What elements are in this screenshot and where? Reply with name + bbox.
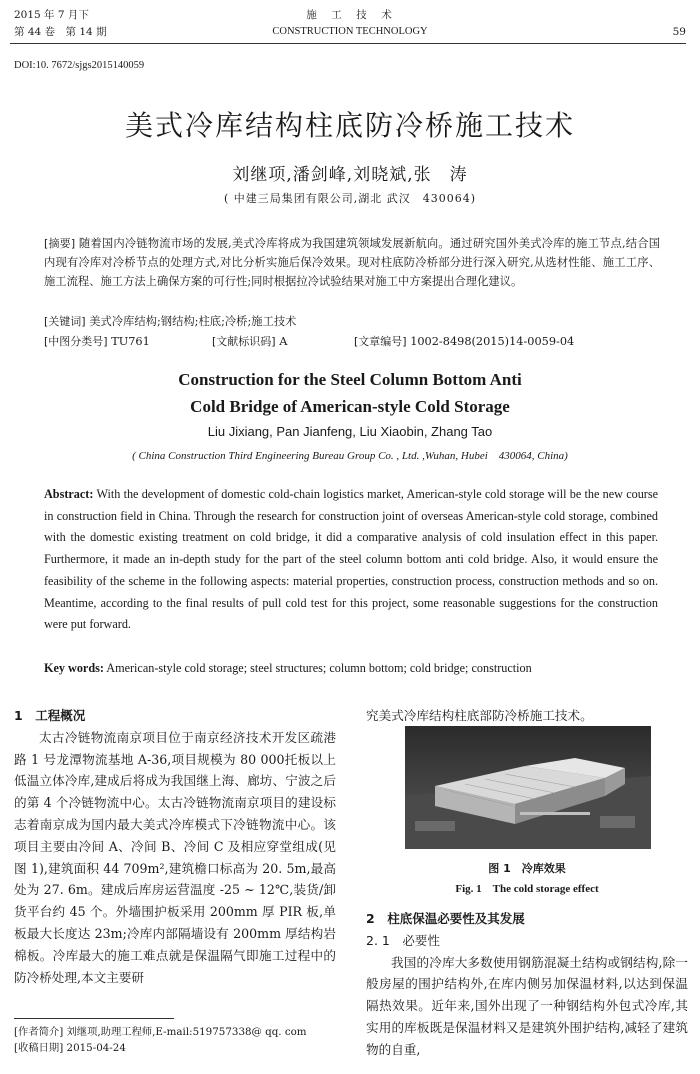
footnote-received xyxy=(14,1040,344,1056)
section-2-1-heading: 2. 1 必要性 xyxy=(366,932,440,948)
figure-1-caption-cn: 图 1 冷库效果 xyxy=(488,862,566,875)
figure-1-caption-en: Fig. 1 The cold storage effect xyxy=(455,883,599,895)
abstract-en-text: With the development of domestic cold-chain logistics market, American-style cold storage will be the new course in construction field in China. Through the research for construction joint of overseas American-style cold storage, combined with the domestic existing treatment on cold bridge, it did a comparative analysis of cold insulation effect in this paper. Furthermore, it made an in-depth study for the part of the steel column bottom anti cold bridge. Also, it would ensure the feasibility of the scheme in the following aspects: material properties, construction process, construction methods and so on. Meantime, according to the final results of pull cold test for this project, some reasonable suggestions for the construction were put forward. xyxy=(44,487,658,632)
section-1-paragraph: 太古冷链物流南京项目位于南京经济技术开发区疏港路 1 号龙潭物流基地 A-36,项目规模为 80 000托板以上低温立体冷库,建成后将成为我国继上海、廊坊、宁波之后的第 4 个冷链物流中心。太古冷链物流南京项目的建设标志着南京成为国内最大美式冷库模式下冷链物流中心。该项目主要由冷间 A、冷间 B、冷间 C 及相应穿堂组成(见图 1),建筑面积 44 709m²,建筑檐口标高为 20. 5m,最高处为 27. 6m。建成后库房运营温度 -25 ~ 12℃,装货/卸货平台约 45 个。外墙围护板采用 200mm 厚 PIR 板,单板最大长度达 23m;冷库内部隔墙设有 200mm 厚结构岩棉板。冷库最大的施工难点就是保温隔气即施工过程中的防冷桥处理,本文主要研 xyxy=(14,729,336,985)
footnote-author-tag: [作者简介] xyxy=(14,1026,64,1038)
keywords-en xyxy=(44,658,658,678)
abstract-cn-tag: [摘要] xyxy=(44,237,76,250)
clc-value: TU761 xyxy=(111,335,150,348)
header-date: 2015 年 7 月下 xyxy=(14,9,89,21)
footnote-author-text: 刘继项,助理工程师,E-mail:519757338@ qq. com xyxy=(66,1026,307,1038)
header-volume: 第 44 卷 第 14 期 xyxy=(14,26,107,38)
affiliation-cn: ( 中建三局集团有限公司,湖北 武汉 430064) xyxy=(223,192,477,205)
footnote-received-text: 2015-04-24 xyxy=(66,1042,126,1054)
affiliation-en: ( China Construction Third Engineering Bureau Group Co. , Ltd. ,Wuhan, Hubei 430064, China) xyxy=(132,450,568,462)
authors-cn: 刘继项,潘剑峰,刘晓斌,张 涛 xyxy=(232,165,468,185)
article-number-value: 1002-8498(2015)14-0059-04 xyxy=(410,335,575,348)
keywords-cn-tag: [关键词] xyxy=(44,315,86,328)
keywords-en-tag: Key words: xyxy=(44,661,104,675)
section-2-heading: 2 柱底保温必要性及其发展 xyxy=(366,911,525,926)
section-2-1-paragraph: 我国的冷库大多数使用钢筋混凝土结构或钢结构,除一般房屋的围护结构外,在库内侧另加保温材料,以达到保温隔热效果。近年来,国外出现了一种钢结构外包式冷库,其实用的库板既是保温材料又是建筑外围护结构,减轻了建筑物的自重, xyxy=(366,954,688,1057)
footnote-received-tag: [收稿日期] xyxy=(14,1042,64,1054)
header-journal-en: CONSTRUCTION TECHNOLOGY xyxy=(272,26,428,37)
title-cn: 美式冷库结构柱底防冷桥施工技术 xyxy=(124,109,575,142)
figure-1-image xyxy=(405,726,651,849)
authors-en: Liu Jixiang, Pan Jianfeng, Liu Xiaobin, Zhang Tao xyxy=(207,424,493,439)
doc-code-tag: [文献标识码] xyxy=(212,335,276,348)
abstract-en-tag: Abstract: xyxy=(44,487,94,501)
section-2 xyxy=(366,908,688,1061)
title-en-line1: Construction for the Steel Column Bottom Anti xyxy=(178,370,522,389)
footnote-author xyxy=(14,1024,344,1040)
keywords-cn-text: 美式冷库结构;钢结构;柱底;冷桥;施工技术 xyxy=(89,315,297,328)
header-rule xyxy=(10,43,686,44)
article-number-tag: [文章编号] xyxy=(354,335,407,348)
cold-storage-rendering xyxy=(405,726,651,849)
section-1 xyxy=(14,705,336,988)
keywords-en-text: American-style cold storage; steel structures; column bottom; cold bridge; construction xyxy=(106,661,532,675)
clc-tag: [中图分类号] xyxy=(44,335,108,348)
footnote-rule xyxy=(14,1018,174,1019)
doc-code-value: A xyxy=(279,335,288,348)
title-en xyxy=(0,366,700,420)
header-page-number: 59 xyxy=(672,26,686,38)
abstract-cn xyxy=(44,234,660,291)
classification-row xyxy=(44,333,664,351)
header-journal-cn: 施 工 技 术 xyxy=(306,9,394,21)
keywords-cn xyxy=(44,313,664,331)
section-1-continued: 究美式冷库结构柱底部防冷桥施工技术。 xyxy=(366,708,593,723)
section-1-heading: 1 工程概况 xyxy=(14,708,86,723)
abstract-cn-text: 随着国内冷链物流市场的发展,美式冷库将成为我国建筑领域发展新航向。通过研究国外美式冷库的施工节点,结合国内现有冷库对冷桥节点的处理方式,对比分析实施后保冷效果。现对柱底防冷桥部分进行深入研究,从选材性能、施工工序、施工流程、施工方法上确保方案的可行性;同时根据拉冷试验结果对施工中方案提出合理化建议。 xyxy=(44,237,661,288)
title-en-line2: Cold Bridge of American-style Cold Storage xyxy=(190,397,510,416)
doi: DOI:10. 7672/sjgs2015140059 xyxy=(14,60,145,71)
abstract-en xyxy=(44,484,658,636)
